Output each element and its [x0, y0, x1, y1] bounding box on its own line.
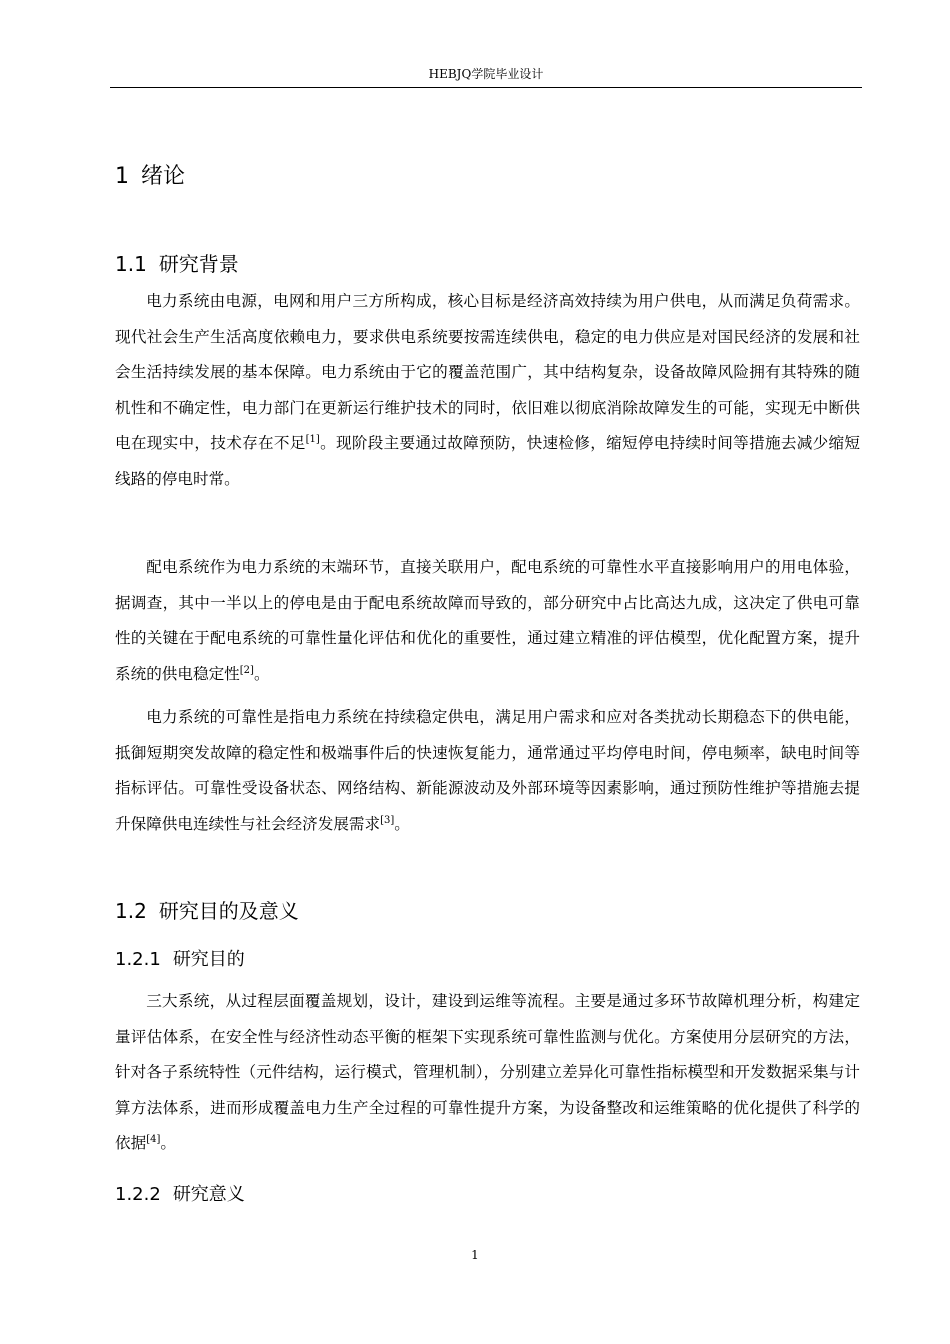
paragraph-text: 配电系统作为电力系统的末端环节，直接关联用户，配电系统的可靠性水平直接影响用户的用电体验，据调查，其中一半以上的停电是由于配电系统故障而导致的，部分研究中占比高达九成，这决定了供电可靠性的关键在于配电系统的可靠性量化评估和优化的重要性，通过建立精准的评估模型，优化配置方案，提升系统的供电稳定性 — [115, 558, 860, 683]
chapter-number: 1 — [115, 164, 129, 189]
citation: [1] — [305, 433, 320, 445]
paragraph-text: 电力系统由电源，电网和用户三方所构成，核心目标是经济高效持续为用户供电，从而满足负荷需求。现代社会生产生活高度依赖电力，要求供电系统要按需连续供电，稳定的电力供应是对国民经济的发展和社会生活持续发展的基本保障。电力系统由于它的覆盖范围广，其中结构复杂，设备故障风险拥有其特殊的随机性和不确定性，电力部门在更新运行维护技术的同时，依旧难以彻底消除故障发生的可能，实现无中断供电在现实中，技术存在不足 — [115, 292, 860, 452]
paragraph-text: 电力系统的可靠性是指电力系统在持续稳定供电，满足用户需求和应对各类扰动长期稳态下的供电能，抵御短期突发故障的稳定性和极端事件后的快速恢复能力，通常通过平均停电时间，停电频率，缺电时间等指标评估。可靠性受设备状态、网络结构、新能源波动及外部环境等因素影响，通过预防性维护等措施去提升保障供电连续性与社会经济发展需求 — [115, 708, 860, 833]
paragraph-background-3 — [115, 700, 860, 842]
paragraph-background-1 — [115, 284, 860, 497]
section-number: 1.1 — [115, 252, 147, 276]
section-title: 研究背景 — [158, 252, 239, 276]
subsection-title: 研究意义 — [172, 1184, 245, 1205]
subsection-title: 研究目的 — [172, 949, 245, 970]
subsection-heading-1-2-2 — [115, 1182, 245, 1208]
subsection-heading-1-2-1 — [115, 947, 245, 973]
header-rule — [110, 87, 862, 88]
paragraph-text-tail: 。 — [160, 1134, 176, 1152]
section-number: 1.2 — [115, 899, 147, 923]
paragraph-background-2 — [115, 550, 860, 692]
citation: [4] — [146, 1133, 161, 1145]
paragraph-text-tail: 。现阶段主要通过故障预防，快速检修，缩短停电持续时间等措施去减少缩短线路的停电时常。 — [115, 434, 860, 488]
paragraph-purpose — [115, 984, 860, 1162]
subsection-number: 1.2.1 — [115, 949, 161, 970]
section-title: 研究目的及意义 — [158, 899, 299, 923]
page-number: 1 — [471, 1248, 479, 1262]
subsection-number: 1.2.2 — [115, 1184, 161, 1205]
citation: [3] — [380, 814, 395, 826]
paragraph-text-tail: 。 — [253, 664, 270, 683]
section-heading-1-2 — [115, 897, 299, 925]
citation: [2] — [239, 664, 254, 676]
paragraph-text-tail: 。 — [394, 814, 410, 833]
paragraph-text: 三大系统，从过程层面覆盖规划，设计，建设到运维等流程。主要是通过多环节故障机理分析，构建定量评估体系，在安全性与经济性动态平衡的框架下实现系统可靠性监测与优化。方案使用分层研究的方法，针对各子系统特性（元件结构，运行模式，管理机制），分别建立差异化可靠性指标模型和开发数据采集与计算方法体系，进而形成覆盖电力生产全过程的可靠性提升方案，为设备整改和运维策略的优化提供了科学的依据 — [115, 992, 860, 1152]
page-header: HEBJQ学院毕业设计 — [428, 67, 544, 81]
section-heading-1-1 — [115, 250, 239, 278]
chapter-heading — [115, 162, 185, 192]
chapter-title: 绪论 — [141, 164, 186, 189]
